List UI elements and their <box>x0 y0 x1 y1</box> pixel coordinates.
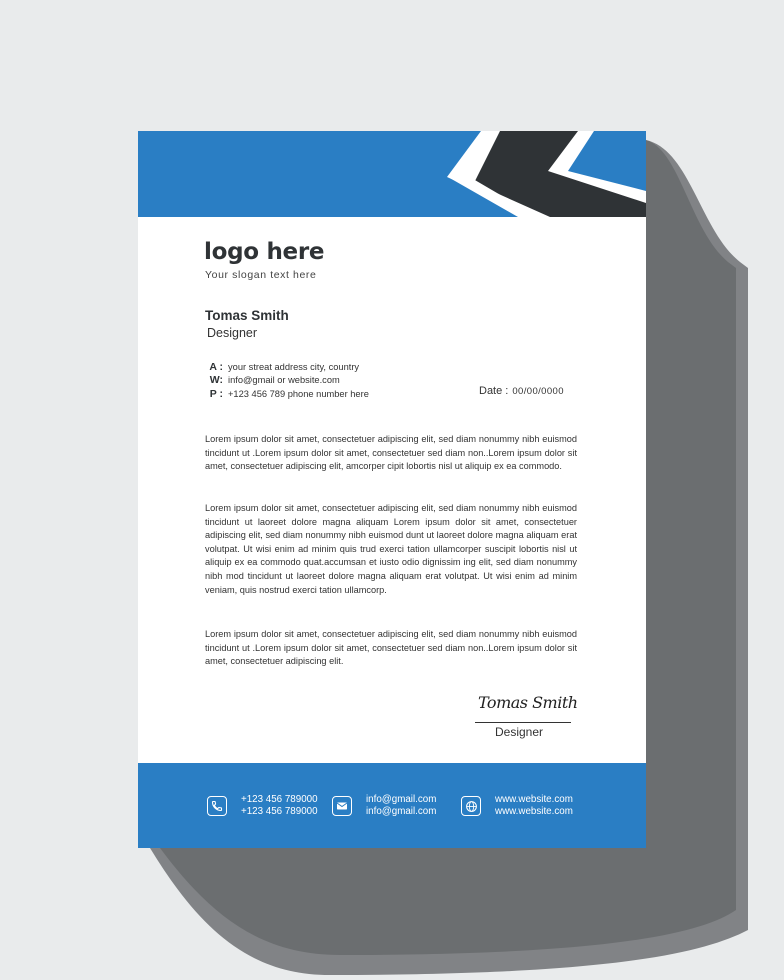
contact-phone-key: P : <box>209 388 223 400</box>
footer-email <box>332 794 436 818</box>
footer-phone-text <box>241 794 318 818</box>
footer-band <box>138 763 646 848</box>
contact-phone-value: +123 456 789 phone number here <box>228 389 369 399</box>
slogan-text: Your slogan text here <box>205 269 317 281</box>
footer-web-line-1: www.website.com <box>495 794 573 805</box>
body-paragraph-3: Lorem ipsum dolor sit amet, consectetuer adipiscing elit, sed diam nonummy nibh euismod tincidunt ut .Lorem ipsum dolor sit amet, consectetuer sed diam non..Lorem ipsum dolor sit amet, consectetuer adipiscing elit. <box>205 629 577 667</box>
footer-web-text <box>495 794 573 818</box>
footer-phone-line-2: +123 456 789000 <box>241 806 318 817</box>
signature-line <box>475 722 571 723</box>
date-label: Date : <box>479 385 509 397</box>
contact-address <box>206 361 386 373</box>
signature-script: Tomas Smith <box>478 693 578 712</box>
date-value: 00/00/0000 <box>512 386 564 397</box>
contact-phone <box>206 388 386 400</box>
footer-email-line-2: info@gmail.com <box>366 806 437 817</box>
sender-name: Tomas Smith <box>205 308 289 323</box>
date-line <box>479 385 564 397</box>
envelope-icon <box>332 796 352 816</box>
footer-phone-line-1: +123 456 789000 <box>241 794 318 805</box>
footer-email-text <box>366 794 436 818</box>
signature-role: Designer <box>495 725 544 739</box>
header-chevron-graphic <box>138 131 646 217</box>
logo-text: logo here <box>204 239 325 265</box>
globe-icon <box>461 796 481 816</box>
contact-website-key: W: <box>209 374 223 386</box>
footer-web-line-2: www.website.com <box>495 806 573 817</box>
contact-address-value: your streat address city, country <box>228 362 360 372</box>
sender-role: Designer <box>207 326 258 340</box>
footer-phone <box>207 794 318 818</box>
contact-website-value: info@gmail or website.com <box>228 375 340 385</box>
contact-address-key: A : <box>209 361 223 373</box>
phone-icon <box>207 796 227 816</box>
header-band <box>138 131 646 217</box>
contact-website <box>206 374 386 386</box>
footer-web <box>461 794 573 818</box>
footer-email-line-1: info@gmail.com <box>366 794 437 805</box>
letterhead-page <box>138 131 646 848</box>
body-paragraph-2: Lorem ipsum dolor sit amet, consectetuer adipiscing elit, sed diam nonummy nibh euismod tincidunt ut laoreet dolore magna aliquam Lorem ipsum dolor sit amet, consectetuer adipiscing elit, sed diam nonummy nibh euismod dunt ut laoreet dolore magna aliquam erat volutpat. Ut wisi enim ad minim quis trud exerci tation ullamcorper suscipit lobortis nisl ut aliquip ex ea commodo quat.accumsan et iusto odio dignissim ing elit, sed diam nonummy nibh mod tincidunt ut laoreet dolore magna aliquam erat volutpat. Ut wisi enim ad minim veniam, quis nostrud exerci tation ullamcorp. <box>205 503 577 595</box>
body-paragraph-1: Lorem ipsum dolor sit amet, consectetuer adipiscing elit, sed diam nonummy nibh euismod tincidunt ut .Lorem ipsum dolor sit amet, consectetuer sed diam non..Lorem ipsum dolor sit amet, consectetuer adipiscing elit, amcorper cipit lobortis nisl ut aliquip ex ea commodo. <box>205 434 577 472</box>
